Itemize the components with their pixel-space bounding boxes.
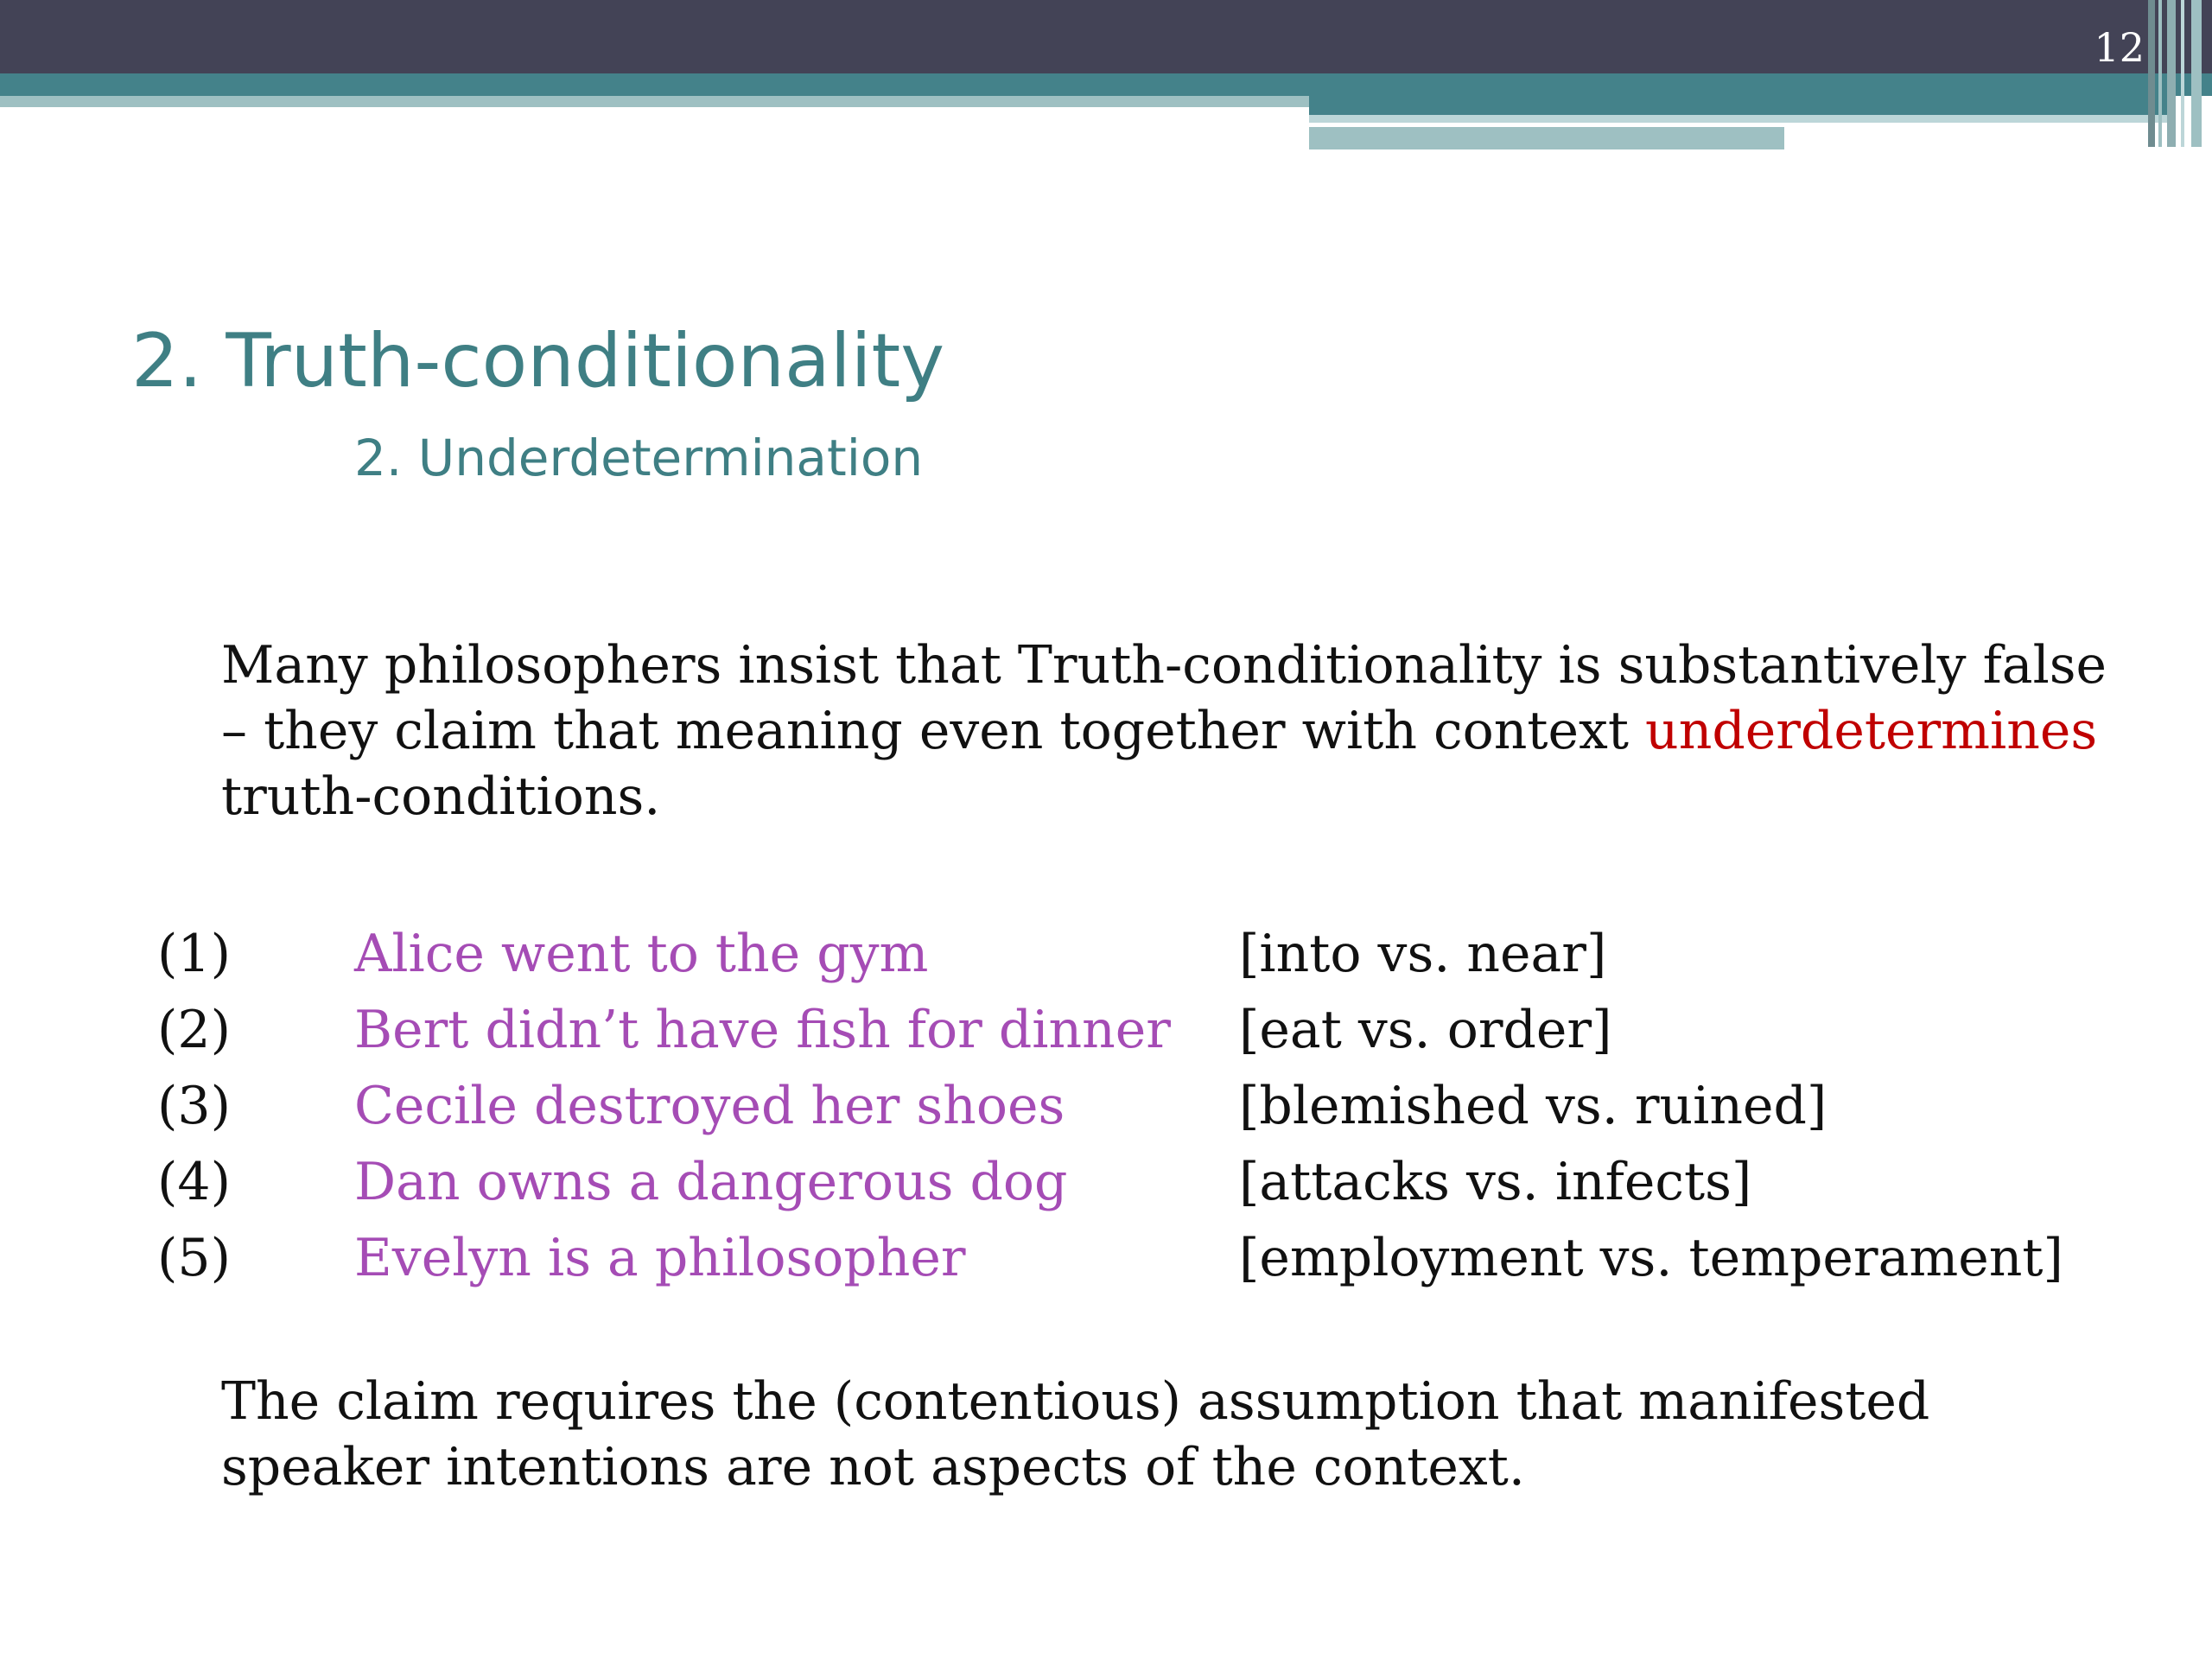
example-row [157,1220,2101,1296]
example-number: (4) [157,1152,231,1212]
header-accent-bar-right-light [1309,115,2173,123]
example-row [157,1144,2101,1220]
example-sentence: Evelyn is a philosopher [354,1228,966,1288]
header-accent-bar [0,73,2212,96]
example-gloss: [blemished vs. ruined] [1239,1076,1827,1136]
example-number: (5) [157,1228,231,1288]
slide-subtitle: 2. Underdetermination [354,429,924,487]
example-sentence: Dan owns a dangerous dog [354,1152,1068,1212]
example-row [157,916,2101,992]
example-sentence: Cecile destroyed her shoes [354,1076,1065,1136]
header-accent-bar-lower [1309,127,1784,149]
example-number: (1) [157,924,231,984]
example-gloss: [attacks vs. infects] [1239,1152,1752,1212]
intro-paragraph [221,632,2122,830]
example-gloss: [into vs. near] [1239,924,1607,984]
header-accent-bar-light [0,96,1309,107]
example-gloss: [eat vs. order] [1239,1000,1612,1060]
header-stripe [2191,0,2202,147]
slide-number: 12 [2094,24,2145,71]
examples-list [157,916,2101,1296]
example-sentence: Bert didn’t have fish for dinner [354,1000,1171,1060]
example-row [157,1068,2101,1144]
highlight-term: underdetermines [1645,701,2098,761]
example-gloss: [employment vs. temperament] [1239,1228,2063,1288]
intro-text-end: truth-conditions. [221,766,661,827]
example-row [157,992,2101,1068]
closing-paragraph: The claim requires the (contentious) assumption that manifested speaker intentions are not aspects of the context. [221,1371,1930,1497]
header-stripe [2158,0,2162,147]
example-number: (2) [157,1000,231,1060]
header-stripe [2181,0,2184,147]
header-stripe [2167,0,2176,147]
header-stripe [2148,0,2155,147]
example-number: (3) [157,1076,231,1136]
intro-text: Many philosophers insist that Truth-conditionality is substantively false – they claim that meaning even together with context [221,635,2107,761]
slide-title: 2. Truth-conditionality [131,318,945,404]
example-sentence: Alice went to the gym [354,924,929,984]
header-bar [0,0,2212,73]
header-accent-bar-right [1309,96,2173,115]
